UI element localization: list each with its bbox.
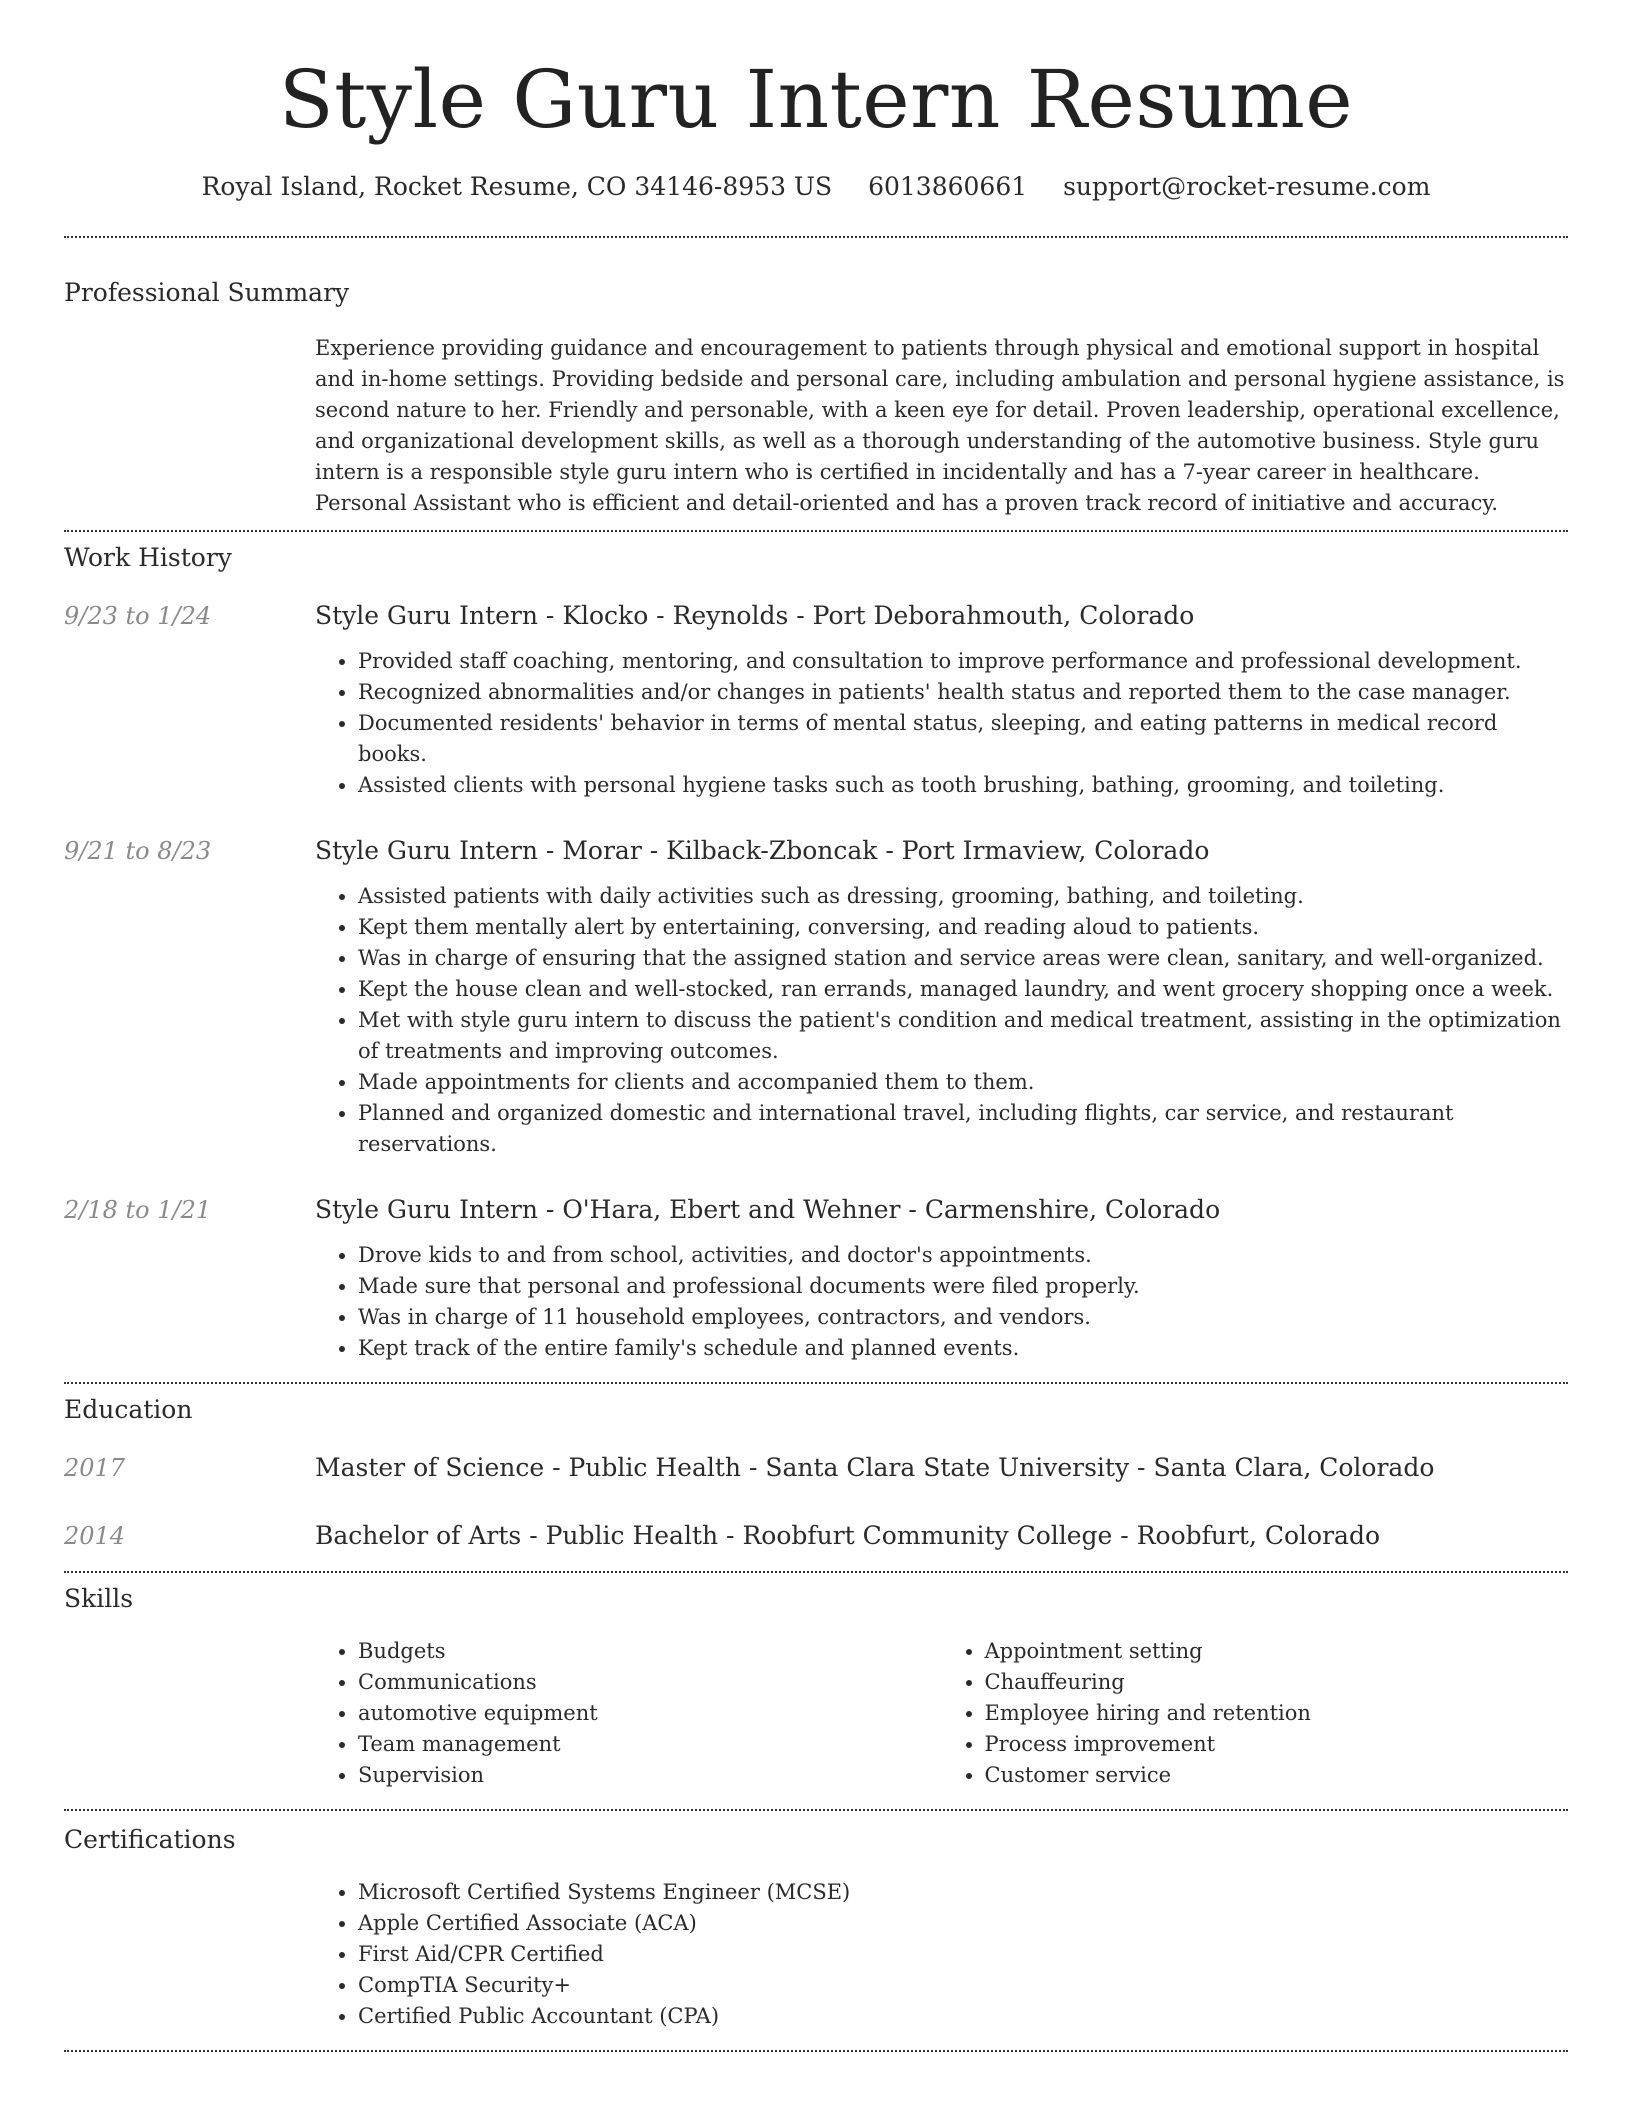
job-bullets: [315, 646, 1568, 801]
job-dates: 2/18 to 1/21: [64, 1196, 212, 1224]
job-bullet: • Drove kids to and from school, activities, and doctor's appointments.: [358, 1240, 1568, 1271]
job-bullet: • Met with style guru intern to discuss the patient's condition and medical treatment, assisting in the optimization of treatments and improving outcomes.: [358, 1005, 1568, 1067]
job-entry: [64, 835, 1568, 1160]
skills-list-right: [942, 1636, 1569, 1791]
summary-text: Experience providing guidance and encouragement to patients through physical and emotional support in hospital and in-home settings. Providing bedside and personal care, including ambulation and personal hygiene assistance, is second nature to her. Friendly and personable, with a keen eye for detail. Proven leadership, operational excellence, and organizational development skills, as well as a thorough understanding of the automotive business. Style guru intern is a responsible style guru intern who is certified in incidentally and has a 7-year career in healthcare. Personal Assistant who is efficient and detail-oriented and has a proven track record of initiative and accuracy.: [315, 336, 1565, 515]
certification-item: • Apple Certified Associate (ACA): [358, 1908, 1568, 1939]
section-divider: [64, 236, 1568, 238]
resume-page: [64, 0, 1568, 2052]
certification-item: • CompTIA Security+: [358, 1970, 1568, 2001]
skill-item: • Chauffeuring: [985, 1667, 1569, 1698]
job-title: Style Guru Intern - Klocko - Reynolds - Port Deborahmouth, Colorado: [315, 601, 1195, 630]
contact-address: Royal Island, Rocket Resume, CO 34146-8953 US: [201, 172, 833, 201]
job-bullet: • Made appointments for clients and accompanied them to them.: [358, 1067, 1568, 1098]
summary-heading: Professional Summary: [64, 278, 350, 307]
skills-grid: [315, 1636, 1568, 1791]
resume-title: Style Guru Intern Resume: [278, 53, 1354, 146]
section-divider: [64, 1809, 1568, 1811]
job-bullet: • Provided staff coaching, mentoring, and consultation to improve performance and professional development.: [358, 646, 1568, 677]
education-title: [315, 1452, 1568, 1484]
job-bullet: • Was in charge of ensuring that the assigned station and service areas were clean, sanitary, and well-organized.: [358, 943, 1568, 974]
contact-email: support@rocket-resume.com: [1063, 172, 1431, 201]
section-divider: [64, 1382, 1568, 1384]
job-bullet: • Kept track of the entire family's schedule and planned events.: [358, 1333, 1568, 1364]
job-bullet: • Planned and organized domestic and international travel, including flights, car service, and restaurant reservations.: [358, 1098, 1568, 1160]
job-bullets: [315, 1240, 1568, 1364]
job-entry: [64, 1194, 1568, 1364]
job-bullet: • Recognized abnormalities and/or changes in patients' health status and reported them to the case manager.: [358, 677, 1568, 708]
job-dates: 9/21 to 8/23: [64, 837, 212, 865]
contact-line: [64, 172, 1568, 202]
job-bullet: • Documented residents' behavior in terms of mental status, sleeping, and eating patterns in medical record books.: [358, 708, 1568, 770]
skills-heading: Skills: [64, 1584, 134, 1613]
skills-list-left: [315, 1636, 942, 1791]
job-bullet: • Assisted clients with personal hygiene tasks such as tooth brushing, bathing, grooming, and toileting.: [358, 770, 1568, 801]
skill-item: • Employee hiring and retention: [985, 1698, 1569, 1729]
skill-item: • Appointment setting: [985, 1636, 1569, 1667]
job-bullet: • Kept the house clean and well-stocked, ran errands, managed laundry, and went grocery shopping once a week.: [358, 974, 1568, 1005]
job-bullet: • Was in charge of 11 household employees, contractors, and vendors.: [358, 1302, 1568, 1333]
job-bullets: [315, 881, 1568, 1160]
skill-item: • Customer service: [985, 1760, 1569, 1791]
education-entry: [64, 1520, 1568, 1552]
education-school: - Roobfurt Community College - Roobfurt, Colorado: [718, 1521, 1380, 1550]
certification-item: • Microsoft Certified Systems Engineer (MCSE): [358, 1877, 1568, 1908]
certifications-block: [315, 1877, 1568, 2032]
contact-phone: 6013860661: [868, 172, 1028, 201]
certifications-heading: Certifications: [64, 1825, 236, 1854]
education-year: 2014: [64, 1522, 126, 1550]
section-divider: [64, 2050, 1568, 2052]
skill-item: • automotive equipment: [358, 1698, 942, 1729]
education-year: 2017: [64, 1454, 126, 1482]
education-heading: Education: [64, 1395, 193, 1424]
skill-item: • Supervision: [358, 1760, 942, 1791]
education-school: - Santa Clara State University - Santa Clara, Colorado: [741, 1453, 1435, 1482]
skill-item: • Budgets: [358, 1636, 942, 1667]
skill-item: • Communications: [358, 1667, 942, 1698]
certification-item: • Certified Public Accountant (CPA): [358, 2001, 1568, 2032]
skill-item: • Team management: [358, 1729, 942, 1760]
job-bullet: • Made sure that personal and professional documents were filed properly.: [358, 1271, 1568, 1302]
job-title: Style Guru Intern - Morar - Kilback-Zboncak - Port Irmaview, Colorado: [315, 836, 1210, 865]
skill-item: • Process improvement: [985, 1729, 1569, 1760]
certifications-list: [315, 1877, 1568, 2032]
education-title: [315, 1520, 1568, 1552]
job-title: Style Guru Intern - O'Hara, Ebert and Wehner - Carmenshire, Colorado: [315, 1195, 1221, 1224]
education-entry: [64, 1452, 1568, 1484]
certification-item: • First Aid/CPR Certified: [358, 1939, 1568, 1970]
section-divider: [64, 530, 1568, 532]
education-degree: Bachelor of Arts - Public Health: [315, 1521, 719, 1550]
job-dates: 9/23 to 1/24: [64, 602, 212, 630]
job-entry: [64, 600, 1568, 801]
job-bullet: • Kept them mentally alert by entertaining, conversing, and reading aloud to patients.: [358, 912, 1568, 943]
education-degree: Master of Science - Public Health: [315, 1453, 741, 1482]
work-history-heading: Work History: [64, 543, 232, 572]
job-bullet: • Assisted patients with daily activities such as dressing, grooming, bathing, and toileting.: [358, 881, 1568, 912]
section-divider: [64, 1571, 1568, 1573]
